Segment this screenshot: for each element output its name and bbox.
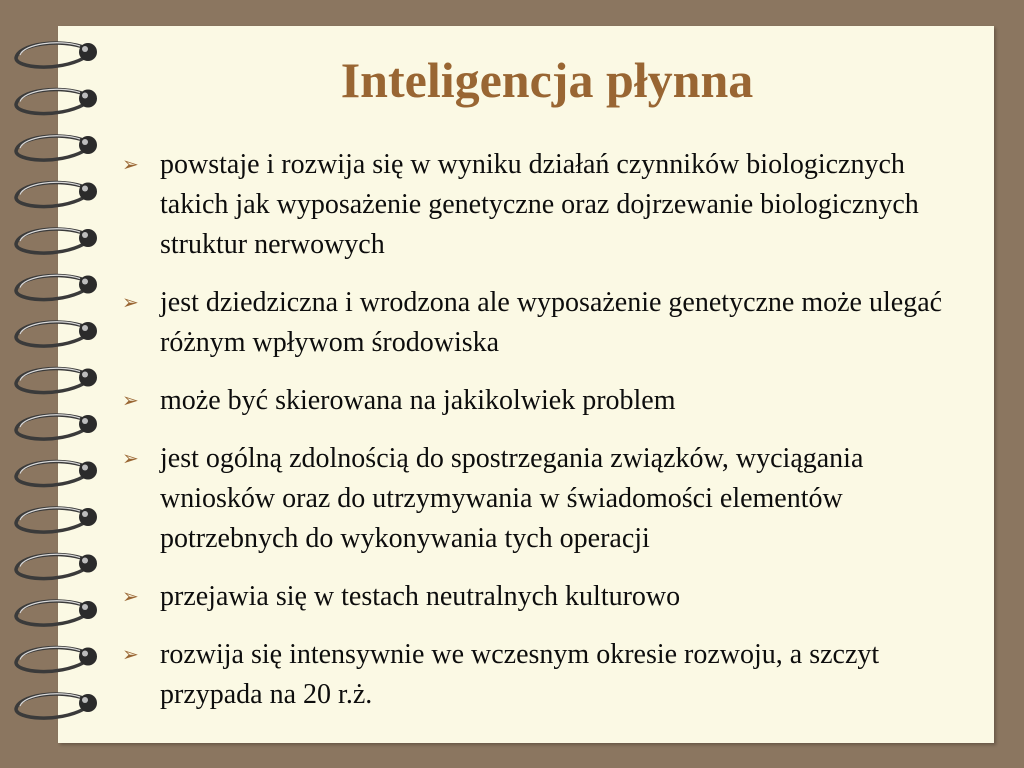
spiral-ring-icon bbox=[16, 508, 97, 532]
spiral-binding bbox=[0, 0, 110, 768]
spiral-ring-icon bbox=[16, 601, 97, 625]
bullet-arrow-icon: ➢ bbox=[122, 390, 139, 412]
spiral-ring-icon bbox=[16, 415, 97, 439]
bullet-arrow-icon: ➢ bbox=[122, 586, 139, 608]
bullet-item bbox=[122, 577, 962, 617]
bullet-text: jest dziedziczna i wrodzona ale wyposażenie genetyczne może ulegać różnym wpływom środowiska bbox=[160, 287, 943, 358]
spiral-ring-icon bbox=[16, 229, 97, 253]
spiral-ring-icon bbox=[16, 554, 97, 578]
spiral-ring-icon bbox=[16, 275, 97, 299]
bullet-arrow-icon: ➢ bbox=[122, 448, 139, 470]
bullet-arrow-icon: ➢ bbox=[122, 644, 139, 666]
bullet-text: jest ogólną zdolnością do spostrzegania związków, wyciągania wniosków oraz do utrzymywania w świadomości elementów potrzebnych do wykonywania tych operacji bbox=[160, 443, 864, 554]
bullet-text: powstaje i rozwija się w wyniku działań czynników biologicznych takich jak wyposażenie genetyczne oraz dojrzewanie biologicznych struktur nerwowych bbox=[160, 149, 919, 260]
bullet-item bbox=[122, 283, 962, 363]
bullet-text: może być skierowana na jakikolwiek problem bbox=[160, 385, 676, 416]
spiral-ring-icon bbox=[16, 182, 97, 206]
bullet-text: przejawia się w testach neutralnych kulturowo bbox=[160, 581, 681, 612]
slide-title: Inteligencja płynna bbox=[340, 52, 754, 108]
bullet-list bbox=[122, 145, 962, 733]
spiral-ring-icon bbox=[16, 647, 97, 671]
bullet-arrow-icon: ➢ bbox=[122, 154, 139, 176]
spiral-ring-icon bbox=[16, 694, 97, 718]
spiral-ring-icon bbox=[16, 322, 97, 346]
spiral-ring-icon bbox=[16, 461, 97, 485]
bullet-item bbox=[122, 381, 962, 421]
bullet-text: rozwija się intensywnie we wczesnym okresie rozwoju, a szczyt przypada na 20 r.ż. bbox=[160, 639, 880, 710]
spiral-ring-icon bbox=[16, 368, 97, 392]
spiral-ring-icon bbox=[16, 136, 97, 160]
bullet-item bbox=[122, 635, 962, 715]
bullet-item bbox=[122, 439, 962, 559]
bullet-arrow-icon: ➢ bbox=[122, 292, 139, 314]
bullet-item bbox=[122, 145, 962, 265]
